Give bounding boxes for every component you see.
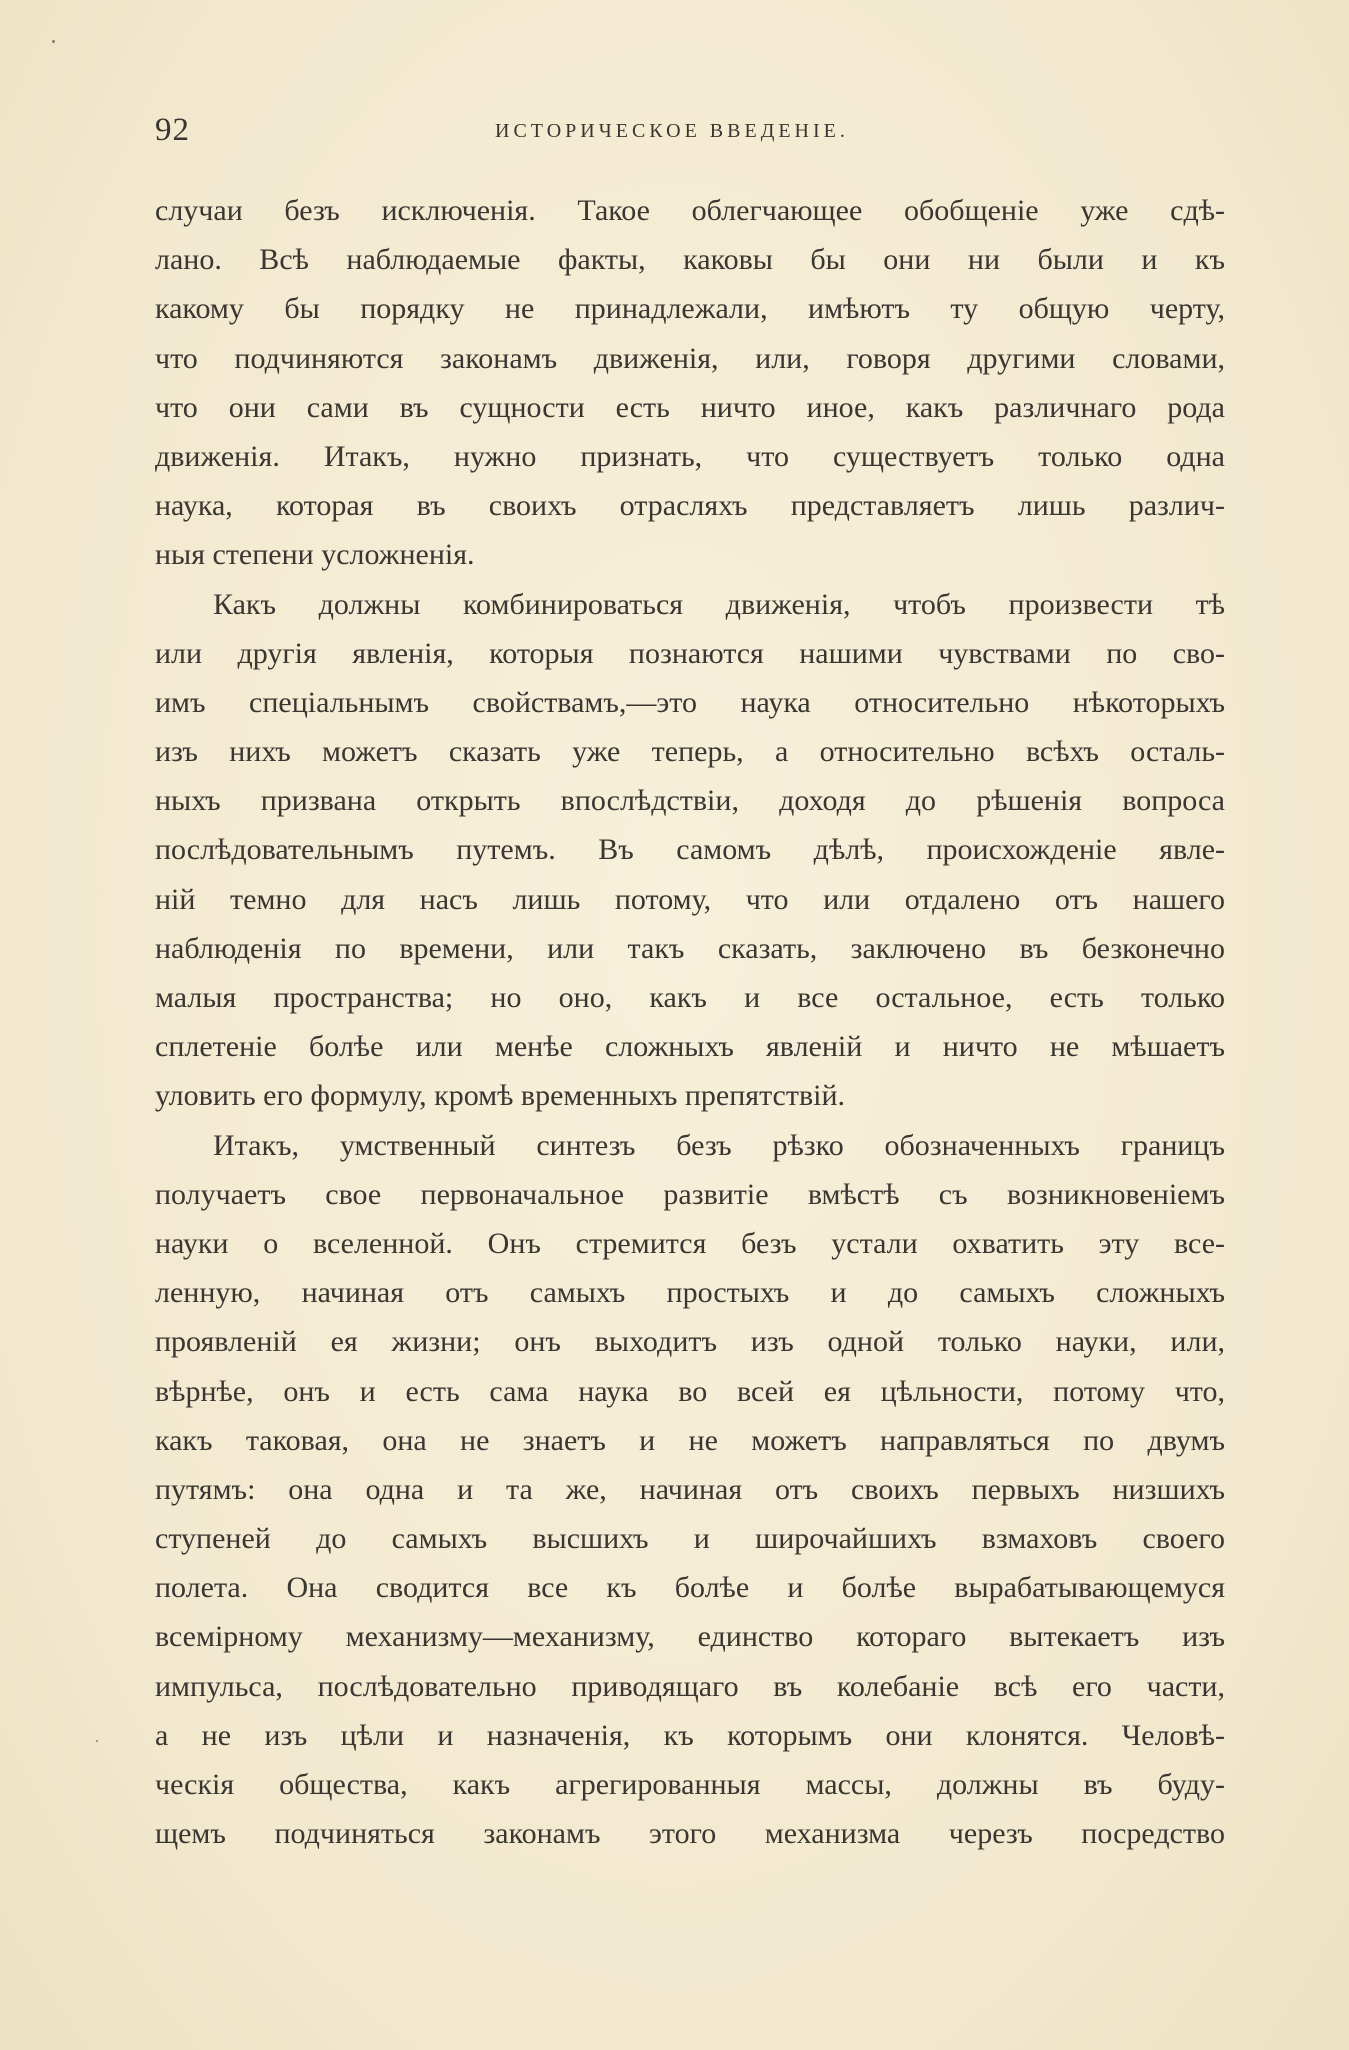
text-line: уловить его формулу, кромѣ временныхъ препятствій. xyxy=(155,1079,846,1113)
text-line: путямъ: она одна и та же, начиная отъ своихъ первыхъ низшихъ xyxy=(155,1472,1225,1506)
running-head: ИСТОРИЧЕСКОЕ ВВЕДЕНІЕ. xyxy=(495,120,849,142)
paper-speck xyxy=(96,1740,98,1742)
text-line: сплетеніе болѣе или менѣе сложныхъ явленій и ничто не мѣшаетъ xyxy=(155,1030,1225,1064)
text-line: движенія. Итакъ, нужно признать, что существуетъ только одна xyxy=(155,439,1225,473)
text-line: ныхъ призвана открыть впослѣдствіи, доходя до рѣшенія вопроса xyxy=(155,784,1225,818)
text-line: проявленій ея жизни; онъ выходитъ изъ одной только науки, или, xyxy=(155,1325,1225,1359)
text-line: какъ таковая, она не знаетъ и не можетъ направляться по двумъ xyxy=(155,1423,1225,1457)
text-line: ступеней до самыхъ высшихъ и широчайшихъ взмаховъ своего xyxy=(155,1522,1225,1556)
page-number: 92 xyxy=(155,112,190,148)
text-line: получаетъ свое первоначальное развитіе вмѣстѣ съ возникновеніемъ xyxy=(155,1177,1225,1211)
text-line: имъ спеціальнымъ свойствамъ,—это наука относительно нѣкоторыхъ xyxy=(155,685,1225,719)
text-line: ныя степени усложненія. xyxy=(155,538,475,572)
text-line: ній темно для насъ лишь потому, что или отдалено отъ нашего xyxy=(155,882,1225,916)
text-line: щемъ подчиняться законамъ этого механизма черезъ посредство xyxy=(155,1817,1225,1851)
text-line: что подчиняются законамъ движенія, или, говоря другими словами, xyxy=(155,341,1225,375)
text-line: ленную, начиная отъ самыхъ простыхъ и до самыхъ сложныхъ xyxy=(155,1276,1225,1310)
page-header xyxy=(155,112,1225,152)
text-line: импульса, послѣдовательно приводящаго въ колебаніе всѣ его части, xyxy=(155,1669,1225,1703)
text-line: лано. Всѣ наблюдаемые факты, каковы бы они ни были и къ xyxy=(155,243,1225,277)
paragraph xyxy=(155,1121,1225,1859)
text-line: вѣрнѣе, онъ и есть сама наука во всей ея цѣльности, потому что, xyxy=(155,1374,1225,1408)
text-line: Итакъ, умственный синтезъ безъ рѣзко обозначенныхъ границъ xyxy=(213,1128,1225,1162)
text-line: малыя пространства; но оно, какъ и все остальное, есть только xyxy=(155,981,1225,1014)
paragraph xyxy=(155,580,1225,1121)
paragraph xyxy=(155,186,1225,580)
text-line: ческія общества, какъ агрегированныя массы, должны въ буду- xyxy=(155,1768,1225,1801)
text-line: всемірному механизму—механизму, единство котораго вытекаетъ изъ xyxy=(155,1620,1225,1654)
text-line: послѣдовательнымъ путемъ. Въ самомъ дѣлѣ, происхожденіе явле- xyxy=(155,833,1225,867)
text-line: какому бы порядку не принадлежали, имѣютъ ту общую черту, xyxy=(155,292,1225,326)
text-line: что они сами въ сущности есть ничто иное, какъ различнаго рода xyxy=(155,390,1225,424)
paper-speck xyxy=(52,40,55,43)
text-line: Какъ должны комбинироваться движенія, чтобъ произвести тѣ xyxy=(213,587,1225,621)
text-line: изъ нихъ можетъ сказать уже теперь, а относительно всѣхъ осталь- xyxy=(155,735,1225,769)
text-line: случаи безъ исключенія. Такое облегчающее обобщеніе уже сдѣ- xyxy=(155,194,1225,227)
text-line: наблюденія по времени, или такъ сказать, заключено въ безконечно xyxy=(155,931,1225,965)
text-line: или другія явленія, которыя познаются нашими чувствами по сво- xyxy=(155,636,1225,670)
text-line: науки о вселенной. Онъ стремится безъ устали охватить эту все- xyxy=(155,1226,1225,1260)
text-line: наука, которая въ своихъ отрасляхъ представляетъ лишь различ- xyxy=(155,489,1225,523)
text-line: а не изъ цѣли и назначенія, къ которымъ они клонятся. Человѣ- xyxy=(155,1718,1225,1752)
text-line: полета. Она сводится все къ болѣе и болѣе вырабатывающемуся xyxy=(155,1571,1225,1605)
body-text xyxy=(155,186,1225,1858)
